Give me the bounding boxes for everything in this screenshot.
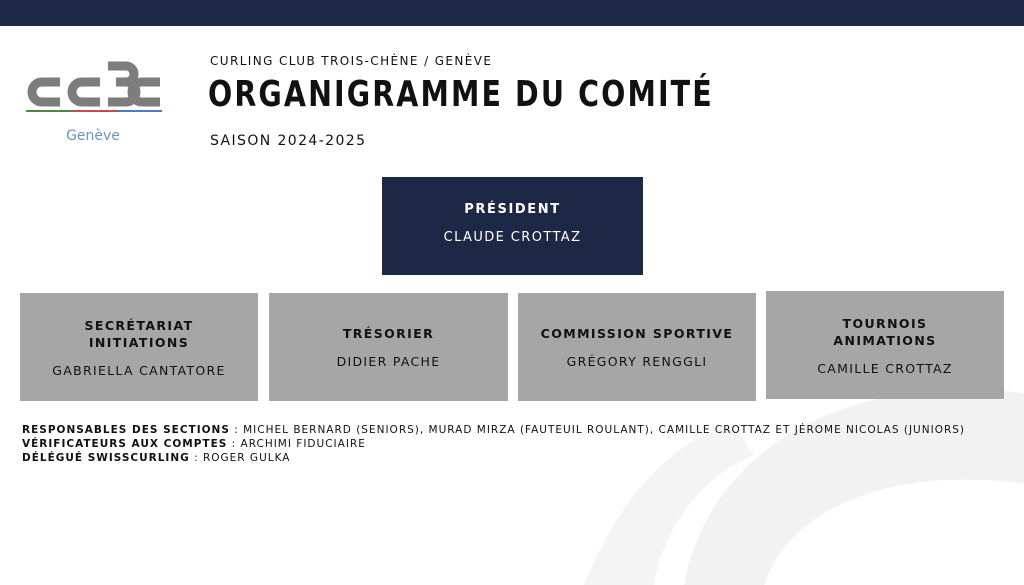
footer-line [22, 423, 965, 437]
member-box-tresorier [269, 293, 508, 401]
member-role-line: TOURNOIS [842, 315, 928, 331]
member-box-commission-sportive [518, 293, 756, 401]
member-role-line: COMMISSION SPORTIVE [540, 326, 734, 341]
member-role-line: TRÉSORIER [342, 326, 435, 341]
footer-value: : ROGER GULKA [189, 452, 291, 464]
president-box [382, 177, 643, 275]
member-role-line: ANIMATIONS [833, 332, 937, 348]
top-bar [0, 0, 1024, 26]
member-role [541, 325, 734, 342]
footer-value: : MICHEL BERNARD (SENIORS), MURAD MIRZA (FAUTEUIL ROULANT), CAMILLE CROTTAZ ET JÉROME NICOLAS (JUNIORS) [229, 424, 966, 436]
president-role: PRÉSIDENT [464, 202, 561, 217]
member-name: GRÉGORY RENGGLI [566, 354, 708, 369]
member-name: GABRIELLA CANTATORE [52, 362, 226, 378]
member-role [84, 317, 193, 351]
footer-label: DÉLÉGUÉ SWISSCURLING [22, 452, 190, 464]
cc3c-logo-icon [22, 58, 164, 120]
footer-value: : ARCHIMI FIDUCIAIRE [227, 438, 366, 450]
member-box-secretariat [20, 293, 258, 401]
member-role [343, 325, 434, 342]
season-label: SAISON 2024-2025 [210, 133, 367, 149]
president-name: CLAUDE CROTTAZ [443, 230, 582, 245]
footer-notes [22, 423, 965, 465]
member-name: DIDIER PACHE [336, 354, 441, 369]
logo-city-label: Genève [66, 128, 120, 144]
page-title: ORGANIGRAMME DU COMITÉ [208, 74, 714, 115]
member-name: CAMILLE CROTTAZ [817, 360, 953, 376]
club-subtitle: CURLING CLUB TROIS-CHÈNE / GENÈVE [210, 54, 493, 68]
member-box-tournois [766, 291, 1004, 399]
footer-label: VÉRIFICATEURS AUX COMPTES [22, 438, 228, 450]
member-role [833, 315, 936, 349]
member-role-line: INITIATIONS [88, 334, 190, 350]
member-role-line: SECRÉTARIAT [84, 317, 194, 333]
footer-line [22, 451, 965, 465]
footer-label: RESPONSABLES DES SECTIONS [22, 424, 230, 436]
footer-line [22, 437, 965, 451]
club-logo [22, 58, 164, 150]
